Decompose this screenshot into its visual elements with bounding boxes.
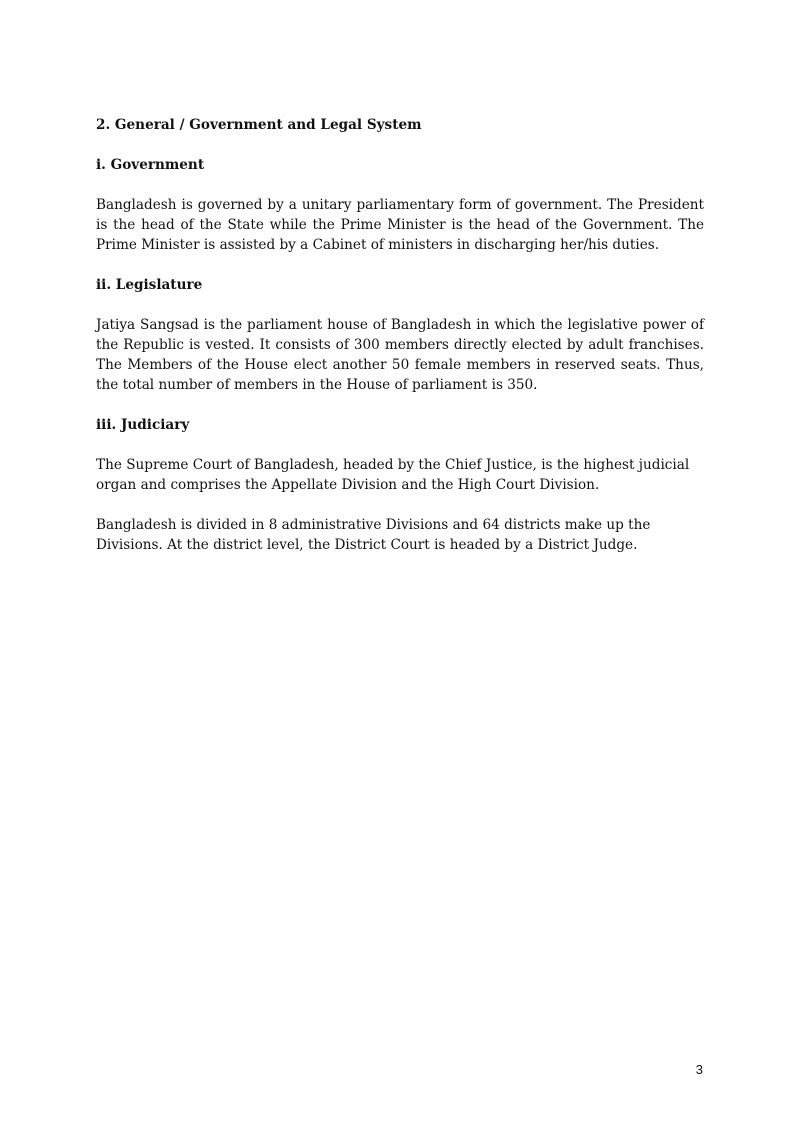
government-paragraph: Bangladesh is governed by a unitary parliamentary form of government. The President is the head of the State while the Prime Minister is the head of the Government. The Prime Minister is assisted by a Cabinet of ministers in discharging her/his duties. (96, 197, 704, 253)
page-number: 3 (695, 1062, 703, 1077)
section-title: 2. General / Government and Legal System (96, 117, 422, 133)
document-page (96, 115, 704, 575)
judiciary-heading: iii. Judiciary (96, 417, 190, 433)
government-heading: i. Government (96, 157, 205, 173)
judiciary-paragraph-1: The Supreme Court of Bangladesh, headed by the Chief Justice, is the highest judicial organ and comprises the Appellate Division and the High Court Division. (96, 457, 690, 493)
legislature-paragraph: Jatiya Sangsad is the parliament house of Bangladesh in which the legislative power of the Republic is vested. It consists of 300 members directly elected by adult franchises. The Members of the House elect another 50 female members in reserved seats. Thus, the total number of members in the House of parliament is 350. (96, 317, 704, 393)
judiciary-paragraph-2: Bangladesh is divided in 8 administrative Divisions and 64 districts make up the Divisions. At the district level, the District Court is headed by a District Judge. (96, 517, 651, 553)
legislature-heading: ii. Legislature (96, 277, 203, 293)
